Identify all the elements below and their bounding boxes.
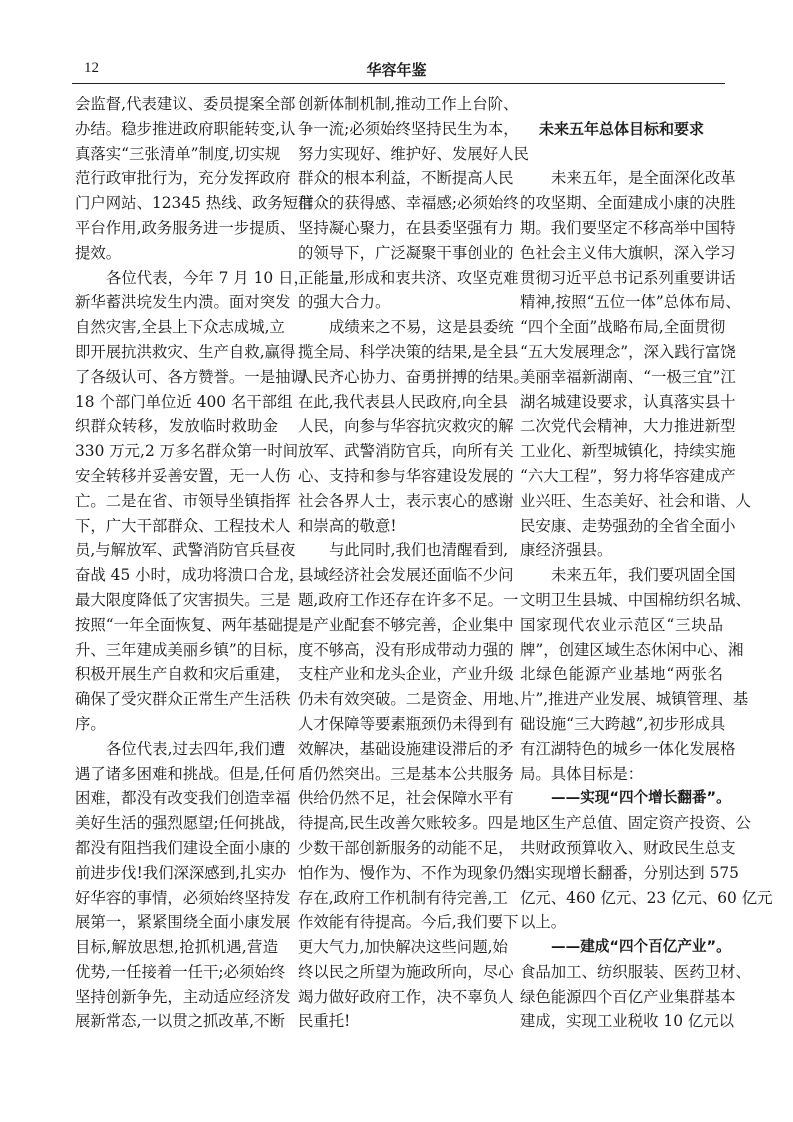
text-line: 了各级认可、各方赞誉。一是抽调 <box>75 367 306 386</box>
text-line: 下，广大干部群众、工程技术人 <box>75 516 291 535</box>
text-line: 确保了受灾群众正常生产生活秩 <box>75 690 291 709</box>
text-line: 未来五年，我们要巩固全国 <box>551 566 736 585</box>
text-line: 与此同时,我们也清醒看到, <box>329 541 509 560</box>
blank-line <box>520 142 723 167</box>
text-line: 创新体制机制,推动工作上台阶、 <box>298 95 519 113</box>
text-line: 美好生活的强烈愿望;任何挑战， <box>75 814 296 833</box>
text-line: 效解决，基础设施建设滞后的矛 <box>298 739 514 758</box>
text-line: “五大发展理念”，深入践行富饶 <box>520 342 736 361</box>
subheading-line: ——实现“四个增长翻番”。 <box>551 789 731 807</box>
text-line: 330 万元,2 万多名群众第一时间 <box>75 442 299 461</box>
paragraph <box>520 786 773 935</box>
text-line: 展新常态,一以贯之抓改革,不断 <box>75 1012 285 1031</box>
subheading-line: ——建成“四个百亿产业”。 <box>551 938 731 956</box>
text-line: 社会各界人士，表示衷心的感谢 <box>298 491 514 510</box>
text-line: 提效。 <box>75 243 122 262</box>
text-line: 更大气力,加快解决这些问题,始 <box>298 938 508 957</box>
text-line: 食品加工、纺织服装、医药卫材、 <box>520 962 751 981</box>
text-line: 片”,推进产业发展、城镇管理、基 <box>520 690 749 709</box>
text-line: 坚持创新争先，主动适应经济发 <box>75 987 291 1006</box>
text-line: 最大限度降低了灾害损失。三是 <box>75 590 291 609</box>
text-line: 安全转移并妥善安置，无一人伤 <box>75 466 291 485</box>
text-line: 优势,一任接着一任干;必须始终 <box>75 962 286 981</box>
text-line: 供给仍然不足，社会保障水平有 <box>298 789 514 808</box>
blank-line <box>520 92 723 117</box>
text-line: 未来五年，是全面深化改革 <box>551 169 736 188</box>
text-line: 目标,解放思想,抢抓机遇,营造 <box>75 938 278 957</box>
text-line: 支柱产业和龙头企业，产业升级 <box>298 665 514 684</box>
text-line: 揽全局、科学决策的结果,是全县 <box>298 342 519 361</box>
text-line: 心、支持和参与华容建设发展的 <box>298 466 514 485</box>
text-line: 是产业配套不够完善，企业集中 <box>298 615 514 634</box>
text-column-3 <box>520 92 773 1034</box>
text-line: 以上。 <box>520 913 567 932</box>
text-line: 奋战 45 小时，成功将溃口合龙， <box>75 566 305 585</box>
text-line: 仍未有效突破。二是资金、用地、 <box>298 690 529 709</box>
paragraph <box>520 563 751 786</box>
text-line: 范行政审批行为，充分发挥政府 <box>75 169 291 188</box>
text-line: 好华容的事情，必须始终坚持发 <box>75 888 291 907</box>
text-line: 共财政预算收入、财政民生总支 <box>520 838 736 857</box>
text-line: 文明卫生县城、中国棉纺织名城、 <box>520 590 751 609</box>
text-line: 康经济强县。 <box>520 541 613 560</box>
paragraph <box>75 737 296 1035</box>
text-line: 各位代表,过去四年,我们遭 <box>106 739 286 758</box>
text-line: 和崇高的敬意! <box>298 516 397 535</box>
text-line: 人民齐心协力、奋勇拼搏的结果。 <box>298 367 529 386</box>
paragraph <box>520 935 751 1034</box>
text-line: 存在,政府工作机制有待完善,工 <box>298 888 508 907</box>
text-line: 业兴旺、生态美好、社会和谐、人 <box>520 491 751 510</box>
text-line: 会监督,代表建议、委员提案全部 <box>75 95 296 113</box>
text-line: 的领导下，广泛凝聚干事创业的 <box>298 243 514 262</box>
text-line: 出实现增长翻番，分别达到 575 <box>520 863 739 882</box>
text-line: 的攻坚期、全面建成小康的决胜 <box>520 194 736 213</box>
text-line: 员,与解放军、武警消防官兵昼夜 <box>75 541 296 560</box>
text-line: 按照“一年全面恢复、两年基础提 <box>75 615 299 634</box>
text-line: 少数干部创新服务的动能不足， <box>298 838 514 857</box>
page-number: 12 <box>84 60 99 76</box>
text-line: 终以民之所望为施政所向，尽心 <box>298 962 514 981</box>
text-line: 地区生产总值、固定资产投资、公 <box>520 814 751 833</box>
text-line: 贯彻习近平总书记系列重要讲话 <box>520 268 736 287</box>
text-line: 工业化、新型城镇化，持续实施 <box>520 442 736 461</box>
text-line: 自然灾害,全县上下众志成城,立 <box>75 318 285 337</box>
text-line: 展第一，紧紧围绕全面小康发展 <box>75 913 291 932</box>
text-line: 都没有阻挡我们建设全面小康的 <box>75 838 291 857</box>
text-line: 建成，实现工业税收 10 亿元以 <box>520 1012 735 1031</box>
text-line: 织群众转移，发放临时救助金 <box>75 417 278 436</box>
text-line: 局。具体目标是： <box>520 764 644 783</box>
text-line: 群众的根本利益，不断提高人民 <box>298 169 514 188</box>
text-line: 18 个部门单位近 400 名干部组 <box>75 392 293 411</box>
paragraph <box>298 538 529 1034</box>
text-line: 升、三年建成美丽乡镇”的目标， <box>75 640 299 659</box>
text-line: 争一流;必须始终坚持民生为本， <box>298 119 519 138</box>
text-line: “六大工程”，努力将华容建成产 <box>520 466 736 485</box>
text-line: 怕作为、慢作为、不作为现象仍然 <box>298 863 529 882</box>
header-rule <box>72 83 725 84</box>
paragraph <box>298 315 529 538</box>
section-heading: 未来五年总体目标和要求 <box>538 119 704 138</box>
text-line: 湖名城建设要求，认真落实县十 <box>520 392 736 411</box>
text-line: 期。我们要坚定不移高举中国特 <box>520 218 736 237</box>
text-line: 色社会主义伟大旗帜，深入学习 <box>520 243 736 262</box>
text-line: 精神,按照“五位一体”总体布局、 <box>520 293 741 312</box>
text-line: 国家现代农业示范区“三块品 <box>520 615 723 634</box>
text-line: 办结。稳步推进政府职能转变,认 <box>75 119 296 138</box>
text-line: 前进步伐!我们深深感到,扎实办 <box>75 863 287 882</box>
text-line: 在此,我代表县人民政府,向全县 <box>298 392 508 411</box>
text-line: 绿色能源四个百亿产业集群基本 <box>520 987 736 1006</box>
text-line: 平台作用,政务服务进一步提质、 <box>75 218 296 237</box>
text-line: 有江湖特色的城乡一体化发展格 <box>520 739 736 758</box>
text-line: 待提高,民生改善欠账较多。四是 <box>298 814 519 833</box>
text-line: 二次党代会精神，大力推进新型 <box>520 417 736 436</box>
text-line: 人才保障等要素瓶颈仍未得到有 <box>298 714 514 733</box>
text-line: 人民，向参与华容抗灾救灾的解 <box>298 417 514 436</box>
text-line: 的强大合力。 <box>298 293 391 312</box>
text-line: 各位代表，今年 7 月 10 日， <box>106 268 309 287</box>
text-line: 亿元、460 亿元、23 亿元、60 亿元 <box>520 888 773 907</box>
text-line: 作效能有待提高。今后,我们要下 <box>298 913 519 932</box>
text-line: 遇了诸多困难和挑战。但是,任何 <box>75 764 296 783</box>
text-line: 群众的获得感、幸福感;必须始终 <box>298 194 519 213</box>
text-line: 础设施“三大跨越”,初步形成具 <box>520 714 726 733</box>
text-line: 努力实现好、维护好、发展好人民 <box>298 144 529 163</box>
text-line: 坚持凝心聚力，在县委坚强有力 <box>298 218 514 237</box>
text-line: 序。 <box>75 714 106 733</box>
text-line: 民安康、走势强劲的全省全面小 <box>520 516 736 535</box>
text-column-2 <box>298 92 529 1034</box>
text-line: 北绿色能源产业基地“两张名 <box>520 665 723 684</box>
text-line: 成绩来之不易，这是县委统 <box>329 318 514 337</box>
text-line: 盾仍然突出。三是基本公共服务 <box>298 764 514 783</box>
text-line: 即开展抗洪救灾、生产自救,赢得 <box>75 342 296 361</box>
text-line: 新华蓄洪垸发生内溃。面对突发 <box>75 293 291 312</box>
text-line: 门户网站、12345 热线、政务短信 <box>75 194 314 213</box>
text-line: 美丽幸福新湖南、“一极三宜”江 <box>520 367 736 386</box>
paragraph <box>75 92 314 266</box>
running-title: 华容年鉴 <box>366 61 427 79</box>
text-line: 放军、武警消防官兵，向所有关 <box>298 442 514 461</box>
text-column-1 <box>75 92 314 1034</box>
paragraph <box>298 92 529 315</box>
text-line: 县域经济社会发展还面临不少问 <box>298 566 514 585</box>
text-line: 真落实“三张清单”制度,切实规 <box>75 144 281 163</box>
text-line: 题,政府工作还存在许多不足。一 <box>298 590 519 609</box>
text-line: 亡。二是在省、市领导坐镇指挥 <box>75 491 291 510</box>
text-line: 正能量,形成和衷共济、攻坚克难 <box>298 268 519 287</box>
text-line: 积极开展生产自救和灾后重建， <box>75 665 291 684</box>
text-line: 度不够高，没有形成带动力强的 <box>298 640 514 659</box>
text-line: 民重托! <box>298 1012 351 1031</box>
paragraph <box>520 166 751 563</box>
paragraph <box>75 266 309 737</box>
text-line: “四个全面”战略布局,全面贯彻 <box>520 318 726 337</box>
text-line: 竭力做好政府工作，决不辜负人 <box>298 987 514 1006</box>
text-line: 困难，都没有改变我们创造幸福 <box>75 789 291 808</box>
text-line: 牌”，创建区域生态休闲中心、湘 <box>520 640 744 659</box>
